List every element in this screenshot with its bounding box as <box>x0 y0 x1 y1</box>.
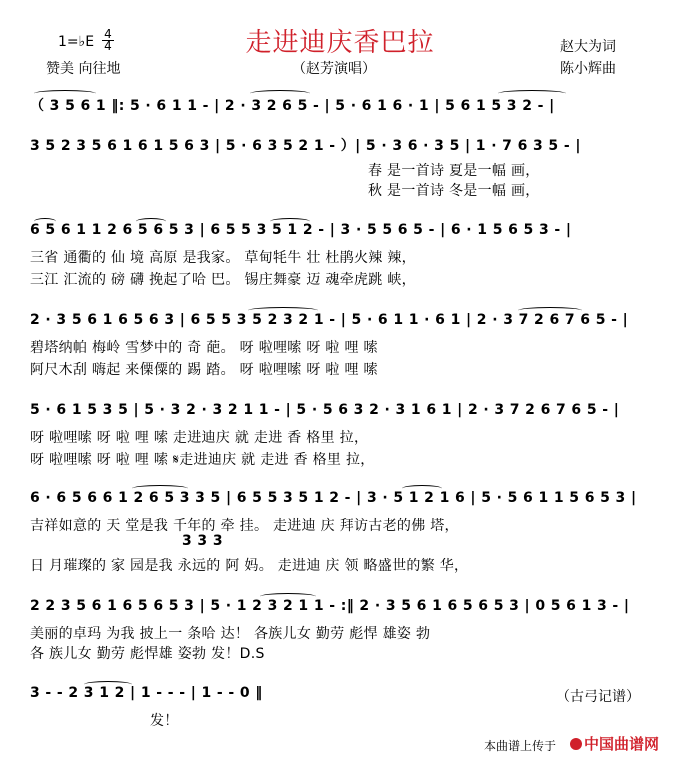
slur-mark <box>136 218 166 225</box>
composer-credit: 陈小辉曲 <box>560 61 616 77</box>
score-line-6-lyric-2: 日 月璀璨的 家 园是我 永远的 阿 妈。 走进迪 庆 领 略盛世的繁 华， <box>30 558 469 574</box>
logo-text: 中国曲谱网 <box>584 735 660 753</box>
score-line-3-lyric-2: 三江 汇流的 磅 礴 挽起了哈 巴。 锡庄舞豪 迈 魂牵虎跳 峡， <box>30 272 416 288</box>
site-logo[interactable] <box>570 733 659 754</box>
performer-credit: （赵芳演唱） <box>292 61 376 77</box>
score-line-3-notes: 6 5 6 1 1 2 6 5 6 5 3 | 6 5 5 3 5 1 2 - | 3 · 5 5 6 5 - | 6 · 1 5 6 5 3 - | <box>30 222 572 238</box>
score-line-5-lyric-1: 呀 啦哩嗦 呀 啦 哩 嗦 走进迪庆 就 走进 香 格里 拉， <box>30 430 369 446</box>
score-line-7-notes: 2 2 3 5 6 1 6 5 6 5 3 | 5 · 1 2 3 2 1 1 - :‖ 2 · 3 5 6 1 6 5 6 5 3 | 0 5 6 1 3 - | <box>30 598 630 614</box>
score-line-4-lyric-2: 阿尺木刮 嗨起 来傈僳的 踢 踏。 呀 啦哩嗦 呀 啦 哩 嗦 <box>30 362 378 378</box>
score-line-5-notes: 5 · 6 1 5 3 5 | 5 · 3 2 · 3 2 1 1 - | 5 · 5 6 3 2 · 3 1 6 1 | 2 · 3 7 2 6 7 6 5 - | <box>30 402 620 418</box>
score-line-2-notes: 3 5 2 3 5 6 1 6 1 5 6 3 | 5 · 6 3 5 2 1 - ）| 5 · 3 6 · 3 5 | 1 · 7 6 3 5 - | <box>30 138 581 154</box>
slur-mark <box>250 90 310 97</box>
score-line-3-lyric-1: 三省 通衢的 仙 境 高原 是我家。 草甸牦牛 壮 杜鹃火辣 辣， <box>30 250 416 266</box>
logo-icon <box>570 738 582 750</box>
slur-mark <box>518 307 582 314</box>
score-line-7-lyric-2: 各 族儿女 勤劳 彪悍雄 姿勃 发！D.S <box>30 646 265 662</box>
slur-mark <box>260 593 316 600</box>
slur-mark <box>402 485 442 492</box>
score-line-2-lyric-2: 秋 是一首诗 冬是一幅 画， <box>368 183 540 199</box>
slur-mark <box>248 307 318 314</box>
score-line-4-lyric-1: 碧塔纳帕 梅岭 雪梦中的 奇 葩。 呀 啦哩嗦 呀 啦 哩 嗦 <box>30 340 378 356</box>
score-line-5-lyric-2: 呀 啦哩嗦 呀 啦 哩 嗦 𝄋走进迪庆 就 走进 香 格里 拉， <box>30 452 375 468</box>
slur-mark <box>34 90 96 97</box>
score-line-8-notes: 3 - - 2 3 1 2 | 1 - - - | 1 - - 0 ‖ <box>30 685 263 701</box>
song-title: 走进迪庆香巴拉 <box>245 28 435 58</box>
slur-mark <box>270 218 310 225</box>
slur-mark <box>498 90 566 97</box>
lyricist-credit: 赵大为词 <box>560 39 616 55</box>
slur-mark <box>132 485 188 492</box>
score-line-2-lyric-1: 春 是一首诗 夏是一幅 画， <box>368 163 540 179</box>
score-line-6-alt-notes: 3 3 3 <box>182 533 223 549</box>
key-signature: 1=♭E <box>58 34 95 50</box>
score-line-6-notes: 6 · 6 5 6 6 1 2 6 5 3 3 5 | 6 5 5 3 5 1 2 - | 3 · 5 1 2 1 6 | 5 · 5 6 1 1 5 6 5 3 | <box>30 490 637 506</box>
footer-upload-text: 本曲谱上传于 <box>484 739 557 753</box>
score-line-4-notes: 2 · 3 5 6 1 6 5 6 3 | 6 5 5 3 5 2 3 2 1 - | 5 · 6 1 1 · 6 1 | 2 · 3 7 2 6 7 6 5 - | <box>30 312 629 328</box>
slur-mark <box>84 681 132 688</box>
score-line-7-lyric-1: 美丽的卓玛 为我 披上一 条哈 达！ 各族儿女 勤劳 彪悍 雄姿 勃 <box>30 626 431 642</box>
style-marking: 赞美 向往地 <box>46 61 121 77</box>
score-line-8-lyric-1: 发！ <box>150 713 179 729</box>
score-line-6-lyric-1: 吉祥如意的 天 堂是我 千年的 牵 挂。 走进迪 庆 拜访古老的佛 塔， <box>30 518 459 534</box>
time-sig-bottom: 4 <box>104 39 112 53</box>
time-sig-top: 4 <box>104 27 112 41</box>
notation-source: （古弓记谱） <box>556 689 640 705</box>
time-signature <box>102 29 114 52</box>
score-line-1-notes: （ 3 5 6 1 ‖: 5 · 6 1 1 - | 2 · 3 2 6 5 - | 5 · 6 1 6 · 1 | 5 6 1 5 3 2 - | <box>30 98 555 114</box>
slur-mark <box>34 218 56 225</box>
